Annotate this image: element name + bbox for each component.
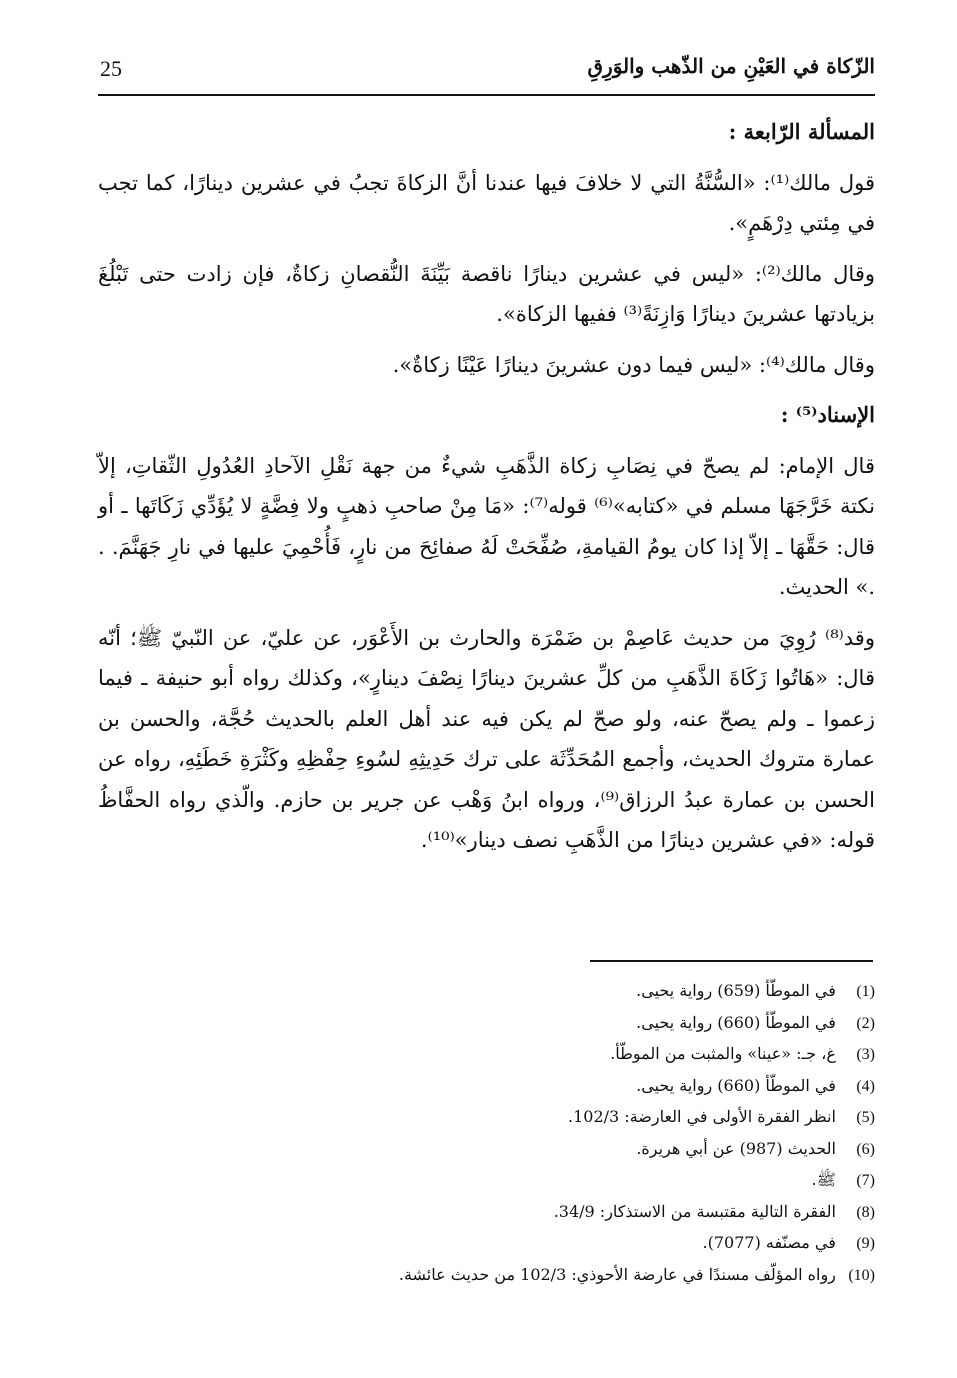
footnote-number: (3) <box>856 1046 875 1063</box>
footnote <box>200 976 875 1008</box>
footnote <box>200 1039 875 1071</box>
paragraph: وقال مالك⁽⁴⁾: «ليس فيما دون عشرينَ دينارًا عَيْنًا زكاةٌ». <box>392 352 875 377</box>
footnote-text: في الموطّأ (660) رواية يحيى. <box>636 1075 836 1095</box>
paragraph: قال الإمام: لم يصحّ في نِصَابِ زكاة الذَّهَبِ شيءٌ من جهة نَقْلِ الآحادِ العُدُولِ الثّقاتِ، إلاّ نكتة خَرَّجَهَا مسلم في «كتابه»⁽⁶⁾ قوله⁽⁷⁾: «مَا مِنْ صاحبِ ذهبٍ ولا فِضَّةٍ لا يُؤَدِّي زَكَاتَها ـ أو قال: حَقَّهَا ـ إلاّ إذا كان يومُ القيامةِ، صُفِّحَتْ لَهُ صفائِحَ من نارٍ، فَأُحْمِيَ عليها في نارِ جَهَنَّمَ. . .» الحديث. <box>98 453 875 599</box>
footnote-text: غ، جـ: «عينا» والمثبت من الموطّأ. <box>610 1044 836 1063</box>
footnote-text: انظر الفقرة الأولى في العارضة: 102/3. <box>568 1107 836 1126</box>
footnote-number: (7) <box>856 1172 875 1189</box>
footnote <box>200 1102 875 1134</box>
section-heading: المسألة الرّابعة : <box>728 119 875 144</box>
footnote <box>200 1228 875 1260</box>
paragraph: وقد⁽⁸⁾ رُوِيَ من حديث عَاصِمْ بن ضَمْرَة والحارث بن الأَعْوَر، عن عليّ، عن النّبيّ ﷺ؛ أنّه قال: «هَاتُوا زَكَاةَ الذَّهَبِ من كلِّ عشرينَ دينارًا نِصْفَ دينارٍ»، وكذلك رواه أبو حنيفة ـ فيما زعموا ـ ولم يصحّ عنه، ولو صحّ لم يكن فيه عند أهل العلم بالحديث حُجَّة، والحسن بن عمارة متروك الحديث، وأجمع المُحَدِّثَة على ترك حَدِيثِهِ لسُوءِ حِفْظِهِ وكَثْرَةِ خَطَئِهِ، رواه عن الحسن بن عمارة عبدُ الرزاق⁽⁹⁾، ورواه ابنُ وَهْب عن جرير بن حازم. والّذي رواه الحفَّاظُ قوله: «في عشرين دينارًا من الذَّهَبِ نصف دينار»⁽¹⁰⁾. <box>98 625 875 852</box>
footnote-text: في الموطّأ (659) رواية يحيى. <box>636 981 836 1000</box>
footnote-number: (10) <box>848 1266 875 1284</box>
footnote-number: (1) <box>856 983 875 1000</box>
footnote-number: (9) <box>856 1235 875 1252</box>
footnote <box>200 1260 875 1292</box>
page-number: 25 <box>100 56 122 81</box>
paragraph: وقال مالك⁽²⁾: «ليس في عشرين دينارًا ناقصة بَيِّنَةَ النُّقصانِ زكاةٌ، فإن زادت حتى تَبْلُغَ بزيادتها عشرينَ دينارًا وَازِنَةً⁽³⁾ ففيها الزكاة». <box>98 261 876 326</box>
footnote-text: الحديث (987) عن أبي هريرة. <box>636 1138 836 1158</box>
footnote-text: رواه المؤلّف مسندًا في عارضة الأحوذي: 102/3 من حديث عائشة. <box>398 1264 836 1284</box>
footnote-divider <box>590 960 873 962</box>
footnote-number: (2) <box>856 1014 875 1032</box>
paragraph: قول مالك⁽¹⁾: «السُّنَّةُ التي لا خلافَ فيها عندنا أنَّ الزكاةَ تجبُ في عشرين دينارًا، كما تجب في مِئتي دِرْهَمٍ». <box>98 170 875 235</box>
footnote-number: (6) <box>856 1140 875 1158</box>
footnote-text: الفقرة التالية مقتبسة من الاستذكار: 34/9. <box>553 1201 836 1221</box>
footnote <box>200 1071 875 1103</box>
main-text <box>98 112 875 861</box>
footnote <box>200 1134 875 1166</box>
footnote-text: ﷺ. <box>811 1170 836 1189</box>
footnote <box>200 1008 875 1040</box>
footnotes <box>200 976 875 1291</box>
footnote-number: (4) <box>856 1077 875 1095</box>
footnote-number: (5) <box>856 1109 875 1126</box>
page-header <box>98 52 875 96</box>
running-title: الزّكاة في العَيْنِ من الذّهب والوَرِقِ <box>587 54 875 78</box>
footnote-number: (8) <box>856 1203 875 1221</box>
section-heading: الإسناد⁽⁵⁾ : <box>780 402 875 427</box>
footnote <box>200 1197 875 1229</box>
footnote <box>200 1165 875 1197</box>
footnote-text: في مصنّفه (7077). <box>702 1233 836 1252</box>
footnote-text: في الموطّأ (660) رواية يحيى. <box>636 1012 836 1032</box>
